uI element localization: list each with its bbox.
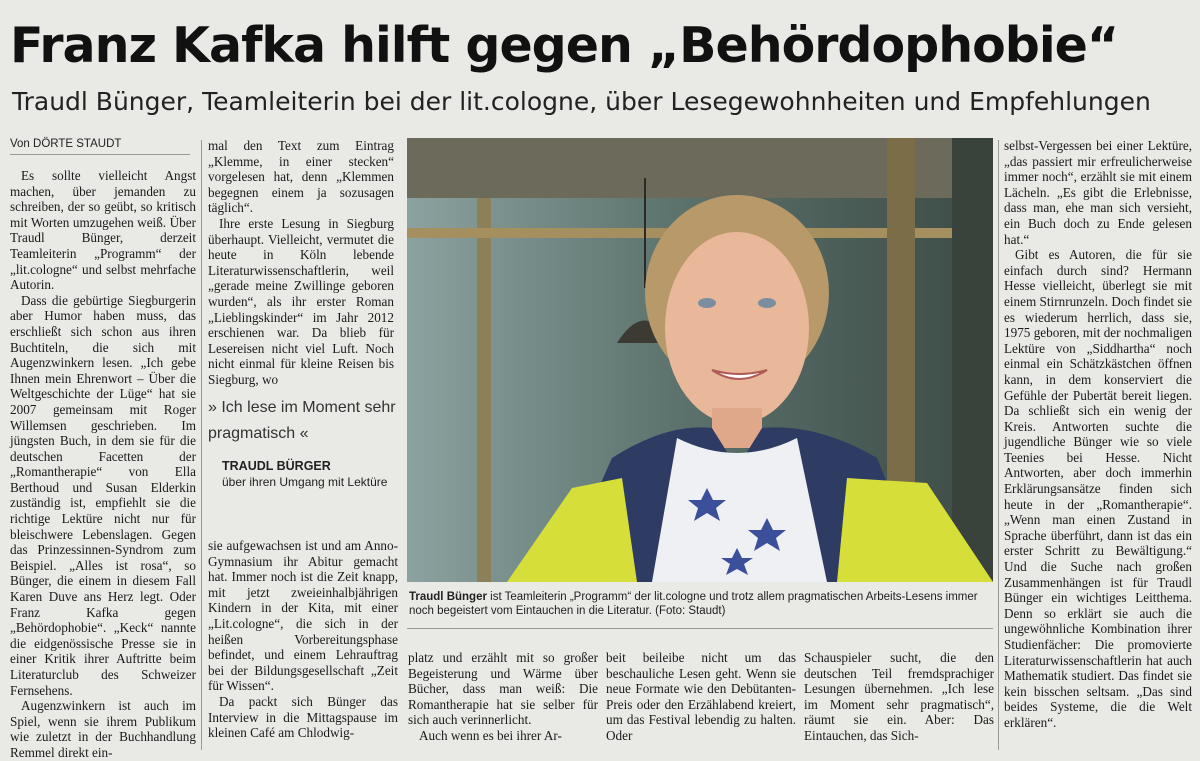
pull-quote-author-description: über ihren Umgang mit Lektüre <box>222 475 388 489</box>
woman-portrait-photo-icon <box>407 138 993 582</box>
paragraph: platz und erzählt mit so großer Begeisterung und Wärme über Bücher, dass man weiß: Die Romantherapie hat sie selber für sich auch verinnerlicht. <box>408 650 598 728</box>
paragraph: Ihre erste Lesung in Siegburg überhaupt. Vielleicht, vermutet die heute in Köln lebende Literaturwissenschaftlerin, weil „gerade meine Zwillinge geboren wurden“, als ihr erster Roman „Lieblingskinder“ im Jahr 2012 erschienen war. Da blieb für Lesereisen nicht viel Luft. Noch nicht einmal für kleine Reisen bis Siegburg, wo <box>208 215 394 387</box>
photo-caption <box>409 590 993 618</box>
article-column-4-bottom <box>606 650 796 754</box>
paragraph: Es sollte vielleicht Angst machen, über jemanden zu schreiben, der so geübt, so kritisch mit Worten umzugehen weiß. Über Traudl Bünger, derzeit Teamleiterin „Programm“ der „lit.cologne“ und selbst mehrfache Autorin. <box>10 168 196 293</box>
paragraph: Auch wenn es bei ihrer Ar- <box>419 727 562 743</box>
byline: Von DÖRTE STAUDT <box>10 138 122 150</box>
article-column-5-bottom <box>804 650 994 754</box>
portrait-photo <box>407 138 993 582</box>
pull-quote-attribution <box>222 459 392 489</box>
article-column-2-top <box>208 138 394 387</box>
paragraph: beit beileibe nicht um das beschauliche Lesen geht. Wenn sie neue Formate wie den Debütanten-Preis oder den Erzählabend kreiert, um das Festival lebendig zu halten. Oder <box>606 650 796 743</box>
paragraph: Schauspieler sucht, die den deutschen Teil fremdsprachiger Lesungen übernehmen. „Ich lese im Moment sehr pragmatisch“, räumt sie ein. Aber: Das Eintauchen, das Sich- <box>804 650 994 743</box>
column-divider <box>998 140 999 750</box>
article-column-6 <box>1004 138 1192 754</box>
paragraph: mal den Text zum Eintrag „Klemme, in einer stecken“ vorgelesen hat, denn „Klemmen begegnen einem ja sozusagen täglich“. <box>208 138 394 216</box>
pull-quote: » Ich lese im Moment sehr pragmatisch « <box>208 399 396 442</box>
article-column-2-bottom <box>208 538 398 754</box>
caption-text: ist Teamleiterin „Programm“ der lit.cologne und trotz allem pragmatischen Arbeits-Lesens immer noch begeistert vom Eintauchen in die Literatur. (Foto: Staudt) <box>409 591 978 617</box>
caption-name: Traudl Bünger <box>409 591 487 603</box>
article-column-3-bottom <box>408 650 598 754</box>
paragraph: Augenzwinkern ist auch im Spiel, wenn sie ihrem Publikum wie zuletzt in der Buchhandlung Remmel direkt ein- <box>10 698 196 760</box>
subheadline: Traudl Bünger, Teamleiterin bei der lit.cologne, über Lesegewohnheiten und Empfehlungen <box>12 87 1151 116</box>
byline-rule <box>10 154 190 155</box>
paragraph: sie aufgewachsen ist und am Anno-Gymnasium ihr Abitur gemacht hat. Immer noch ist die Zeit knapp, mit jetzt zweieinhalbjährigen Kindern in der Kita, mit einer „Lit.cologne“, die sich in der heißen Vorbereitungsphase befindet, und einem Lehrauftrag bei der Bildungsgesellschaft „Zeit für Wissen“. <box>208 538 398 694</box>
headline: Franz Kafka hilft gegen „Behördophobie“ <box>10 17 1119 74</box>
paragraph: Gibt es Autoren, die für sie einfach durch sind? Hermann Hesse vielleicht, überlegt sie mit einem Stirnrunzeln. Doch findet sie es wiederum herrlich, dass sie, 1975 geboren, mit der nochmaligen Lektüre von „Siddhartha“ noch einmal ein Schätzkästchen öffnen kann, in dem konserviert die Gefühle der Pubertät bereit liegen. Da schließt sich ein wenig der Kreis. Antworten suchte die jugendliche Bünger wie so viele Teenies bei Hesse. Nicht Antworten, aber doch immerhin Erklärungsansätze finden sich heute in der „Romantherapie“. „Wenn man einen Zustand in Sprache überführt, dann ist das ein erster Schritt zu Bewältigung.“ Und die Suche nach großen Zusammenhängen ist für Traudl Bünger ein wichtiges Leitthema. Denn so erklärt sie auch die ungewöhnliche Kombination ihrer Studienfächer: Die promovierte Literaturwissenschaftlerin hat auch Mathematik studiert. Das findet sie kein bisschen seltsam. „Das sind beides Systeme, die die Welt erklären“. <box>1004 247 1192 730</box>
column-divider <box>201 140 202 750</box>
paragraph: Dass die gebürtige Siegburgerin aber Humor haben muss, das erschließt sich schon aus ihren Buchtiteln, die sich mit Augenzwinkern lesen. „Ich gebe Ihnen mein Ehrenwort – Über die Weltgeschichte der Lüge“ hat sie 2007 gemeinsam mit Roger Willemsen geschrieben. Im jüngsten Buch, in dem sie für die deutschen Facetten der „Romantherapie“ von Ella Berthoud und Susan Elderkin zuständig ist, empfiehlt sie die richtige Lektüre nicht nur für bleischwere Lebenslagen. Gegen das Prinzessinnen-Syndrom zum Beispiel. „Alles ist rosa“, so Bünger, die einem in diesem Fall Karen Duve ans Herz legt. Oder Franz Kafka gegen „Behördophobie“. „Keck“ nannte die eidgenössische Presse sie in einer Kritik ihrer Auftritte beim Literaturclub des Schweizer Fernsehens. <box>10 292 196 698</box>
caption-rule <box>407 628 993 629</box>
pull-quote-author: TRAUDL BÜRGER <box>222 459 331 473</box>
paragraph: selbst-Vergessen bei einer Lektüre, „das passiert mir erfreulicherweise immer noch“, erzählt sie mit einem Lächeln. „Es gibt die Erlebnisse, dass man, ehe man sich versieht, ein Buch doch zu Ende gelesen hat.“ <box>1004 138 1192 247</box>
paragraph: Da packt sich Bünger das Interview in die Mittagspause im kleinen Café am Chlodwig- <box>208 693 398 741</box>
article-column-1 <box>10 168 196 760</box>
